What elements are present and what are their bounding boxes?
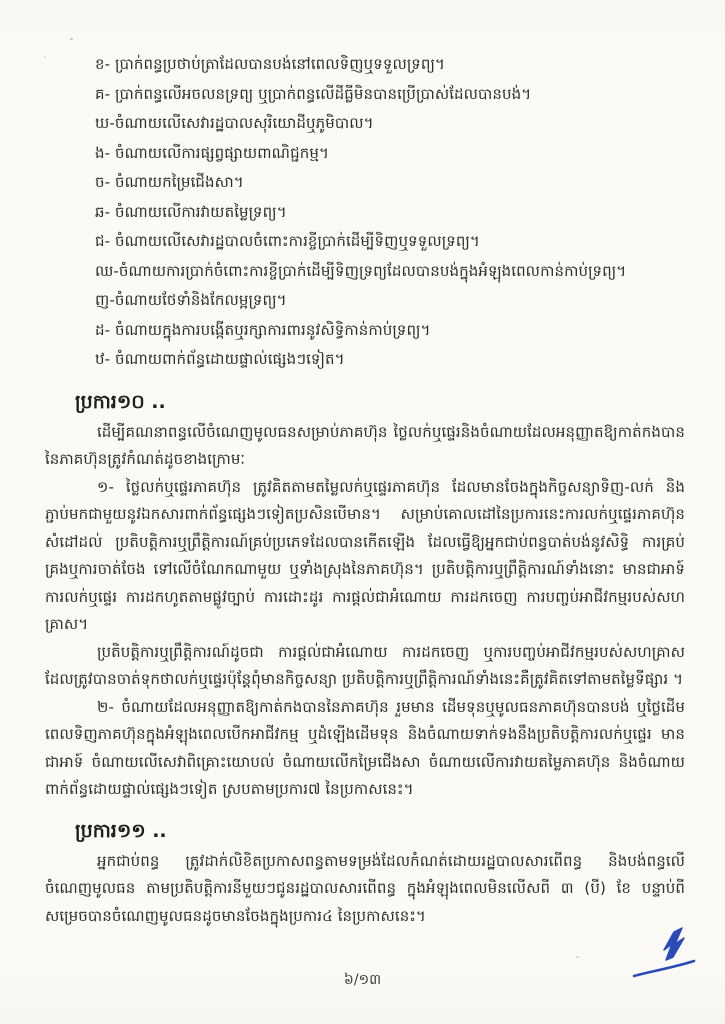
scan-speck <box>576 956 579 958</box>
article-11-paragraph: អ្នកជាប់ពន្ធ ត្រូវដាក់លិខិតប្រកាសពន្ធតាមទម្រង់ដែលកំណត់ដោយរដ្ឋបាលសារពើពន្ធ និងបង់ពន្ធលើចំណេញមូលធន តាមប្រតិបត្តិការនីមួយៗជូនរដ្ឋបាលសារពើពន្ធ ក្នុងអំឡុងពេលមិនលើសពី ៣ (បី) ខែ បន្ទាប់ពីសម្រេចបានចំណេញមូលធនដូចមានចែងក្នុងប្រការ៤ នៃប្រកាសនេះ។ <box>45 851 685 925</box>
scan-speck <box>70 38 73 40</box>
list-item: ឈ-ចំណាយការប្រាក់ចំពោះការខ្ចីប្រាក់ដើម្បីទិញទ្រព្យដែលបានបង់ក្នុងអំឡុងពេលកាន់កាប់ទ្រព្យ។ <box>95 261 627 280</box>
article-11-heading: ប្រការ១១ .. <box>75 819 167 842</box>
list-item: ឋ- ចំណាយពាក់ព័ន្ធដោយផ្ទាល់ផ្សេងៗទៀត។ <box>95 350 345 368</box>
list-item: ជ- ចំណាយលើសេវារដ្ឋបាលចំពោះការខ្ចីប្រាក់ដើម្បីទិញឬទទួលទ្រព្យ។ <box>95 232 480 250</box>
list-item: ញ-ចំណាយថែទាំនិងកែលម្អទ្រព្យ។ <box>95 291 287 309</box>
article-11-section <box>45 819 685 931</box>
article-10-paragraph: ប្រតិបត្តិការឬព្រឹត្តិការណ៍ដូចជា ការផ្តល់ជាអំណោយ ការដកចេញ ឬការបញ្ចប់អាជីវកម្មរបស់សហគ្រាស ដែលត្រូវបានចាត់ទុកថាលក់ឬផ្ទេរប៉ុន្តែពុំមានកិច្ចសន្យា ប្រតិបត្តិការឬព្រឹត្តិការណ៍ទាំងនេះគឺត្រូវគិតទៅតាមតម្លៃទីផ្សារ ។ <box>45 642 685 688</box>
list-item: ច- ចំណាយកម្រៃជើងសា។ <box>95 173 244 191</box>
article-10-paragraph: ២- ចំណាយដែលអនុញ្ញាតឱ្យកាត់កងបាននៃភាគហ៊ុន រួមមាន ដើមទុនឬមូលធនភាគហ៊ុនបានបង់ ឬថ្លៃដើមពេលទិញភាគហ៊ុនក្នុងអំឡុងពេលបើកអាជីវកម្ម ឬដំឡើងដើមទុន និងចំណាយទាក់ទងនឹងប្រតិបត្តិការលក់ឬផ្ទេរ មានជាអាទ៍ ចំណាយលើសេវាពិគ្រោះយោបល់ ចំណាយលើកម្រៃជើងសា ចំណាយលើការវាយតម្លៃភាគហ៊ុន និងចំណាយពាក់ព័ន្ធដោយផ្ទាល់ផ្សេងៗទៀត ស្របតាមប្រការ៧ នៃប្រកាសនេះ។ <box>45 697 685 798</box>
list-item: ដ- ចំណាយក្នុងការបង្កើតឬរក្សាការពារនូវសិទ្ធិកាន់កាប់ទ្រព្យ។ <box>95 320 431 339</box>
deductible-expenses-list <box>95 50 685 375</box>
list-item: ង- ចំណាយលើការផ្សព្វផ្សាយពាណិជ្ជកម្ម។ <box>95 143 329 162</box>
list-item: ឆ- ចំណាយលើការវាយតម្លៃទ្រព្យ។ <box>95 202 287 221</box>
document-content <box>45 50 685 930</box>
article-10-heading: ប្រការ១០ .. <box>75 390 166 413</box>
page-number: ៦/១៣ <box>343 972 382 988</box>
article-10-section <box>45 390 685 804</box>
list-item: ខ- ប្រាក់ពន្ធប្រថាប់ត្រាដែលបានបង់នៅពេលទិញឬទទួលទ្រព្យ។ <box>95 55 445 73</box>
list-item: គ- ប្រាក់ពន្ធលើអចលនទ្រព្យ ឬប្រាក់ពន្ធលើដីធ្លីមិនបានប្រើប្រាស់ដែលបានបង់។ <box>95 84 532 103</box>
list-item: ឃ-ចំណាយលើសេវារដ្ឋបាលសុរិយោដីឬភូមិបាល។ <box>95 114 374 132</box>
article-10-paragraph: ដើម្បីគណនាពន្ធលើចំណេញមូលធនសម្រាប់ភាគហ៊ុន ថ្លៃលក់ឬផ្ទេរនិងចំណាយដែលអនុញ្ញាតឱ្យកាត់កងបាននៃភាគហ៊ុនត្រូវកំណត់ដូចខាងក្រោមៈ <box>45 422 685 468</box>
article-10-paragraph: ១- ថ្លៃលក់ឬផ្ទេរភាគហ៊ុន ត្រូវគិតតាមតម្លៃលក់ឬផ្ទេរភាគហ៊ុន ដែលមានចែងក្នុងកិច្ចសន្យាទិញ-លក់ និងភ្ជាប់មកជាមួយនូវឯកសារពាក់ព័ន្ធផ្សេងៗទៀតប្រសិនបើមាន។ សម្រាប់គោលដៅនៃប្រការនេះការលក់ឬផ្ទេរភាគហ៊ុន សំដៅដល់ ប្រតិបត្តិការឬព្រឹត្តិការណ៍គ្រប់ប្រភេទដែលបានកើតឡើង ដែលធ្វើឱ្យអ្នកជាប់ពន្ធបាត់បង់នូវសិទ្ធិ ការគ្រប់គ្រងឬការចាត់ចែង ទៅលើចំណែកណាមួយ ឬទាំងស្រុងនៃភាគហ៊ុន។ ប្រតិបត្តិការឬព្រឹត្តិការណ៍ទាំងនោះ មានជាអាទ៍ ការលក់ឬផ្ទេរ ការដកហូតតាមផ្លូវច្បាប់ ការដោះដូរ ការផ្តល់ជាអំណោយ ការដកចេញ ការបញ្ចប់អាជីវកម្មរបស់សហគ្រាស។ <box>45 477 685 633</box>
